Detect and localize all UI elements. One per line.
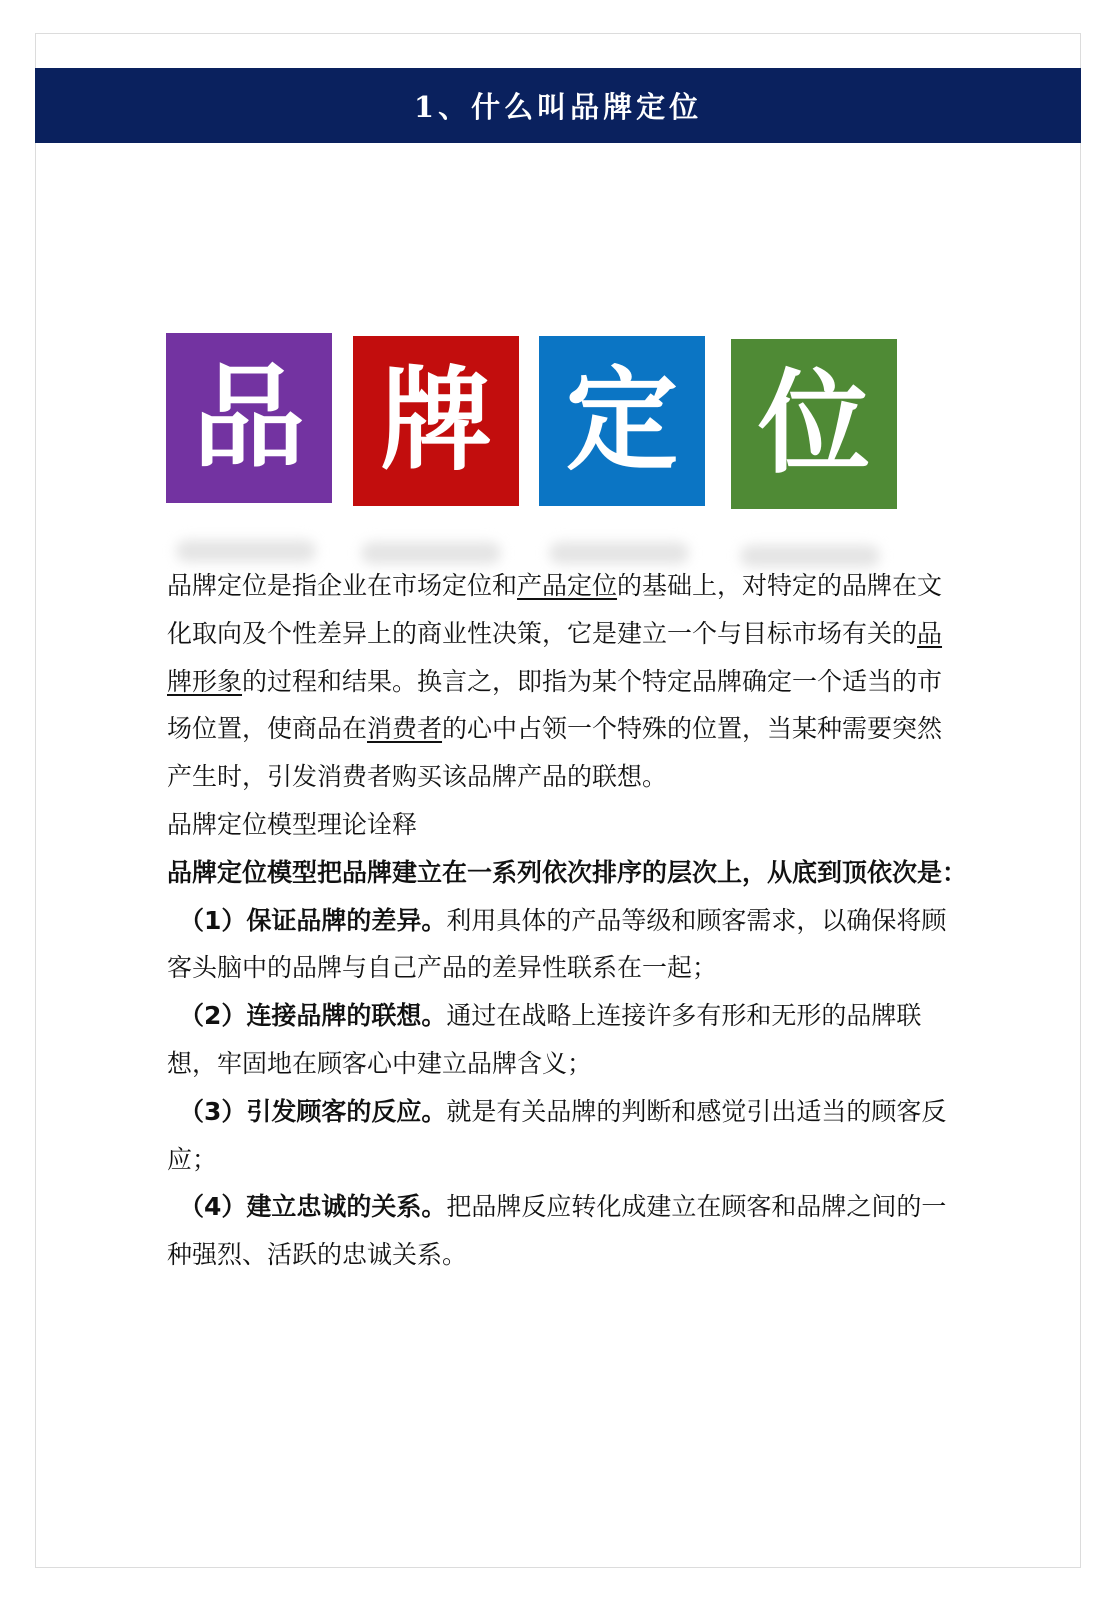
link-consumer[interactable]: 消费者 [367, 714, 443, 744]
step-item [167, 1183, 967, 1279]
step-text: 利用具体的产品等级和顾客需求，以确保将顾客头脑中的品牌与自己产品的差异性联系在一起； [167, 905, 947, 983]
step-label: （3）引发顾客的反应。 [179, 1096, 447, 1126]
intro-text: 品牌定位是指企业在市场定位和 [167, 571, 518, 600]
title-bar [35, 68, 1081, 143]
banner-char: 牌 [380, 356, 492, 486]
body-content [167, 562, 967, 1279]
link-product-positioning[interactable]: 产品定位 [517, 571, 618, 600]
banner-tile-wei [731, 339, 897, 509]
model-heading: 品牌定位模型理论诠释 [167, 809, 418, 839]
link-brand-image[interactable]: 品牌形象 [167, 618, 943, 696]
intro-text: 的心中占领一个特殊的位置，当某种需要突然产生时，引发消费者购买该品牌产品的联想。 [167, 714, 943, 792]
step-text: 通过在战略上连接许多有形和无形的品牌联想，牢固地在顾客心中建立品牌含义； [167, 1001, 922, 1078]
step-item [167, 992, 967, 1088]
intro-text: 的过程和结果。换言之，即指为某个特定品牌确定一个适当的市场位置，使商品在 [167, 666, 943, 744]
step-item [167, 1088, 967, 1184]
step-label: （4）建立忠诚的关系。 [179, 1192, 447, 1222]
banner-char: 品 [193, 353, 305, 483]
tile-shadow [361, 542, 501, 564]
step-label: （1）保证品牌的差异。 [179, 905, 447, 935]
model-lead: 品牌定位模型把品牌建立在一系列依次排序的层次上，从底到顶依次是： [167, 857, 968, 887]
intro-paragraph [167, 562, 967, 801]
step-text: 就是有关品牌的判断和感觉引出适当的顾客反应； [167, 1096, 947, 1174]
step-text: 把品牌反应转化成建立在顾客和品牌之间的一种强烈、活跃的忠诚关系。 [167, 1192, 947, 1270]
banner-tile-ding [539, 336, 705, 506]
tile-shadow [176, 540, 316, 562]
banner-char: 位 [758, 359, 870, 489]
tile-shadow [549, 542, 689, 564]
banner-tile-pai [353, 336, 519, 506]
banner-tile-pin [166, 333, 332, 503]
page-title: 1、什么叫品牌定位 [413, 90, 703, 124]
step-label: （2）连接品牌的联想。 [179, 1001, 447, 1031]
banner-char: 定 [566, 356, 678, 486]
step-item [167, 897, 967, 993]
intro-text: 的基础上，对特定的品牌在文化取向及个性差异上的商业性决策，它是建立一个与目标市场有关的 [167, 571, 943, 648]
